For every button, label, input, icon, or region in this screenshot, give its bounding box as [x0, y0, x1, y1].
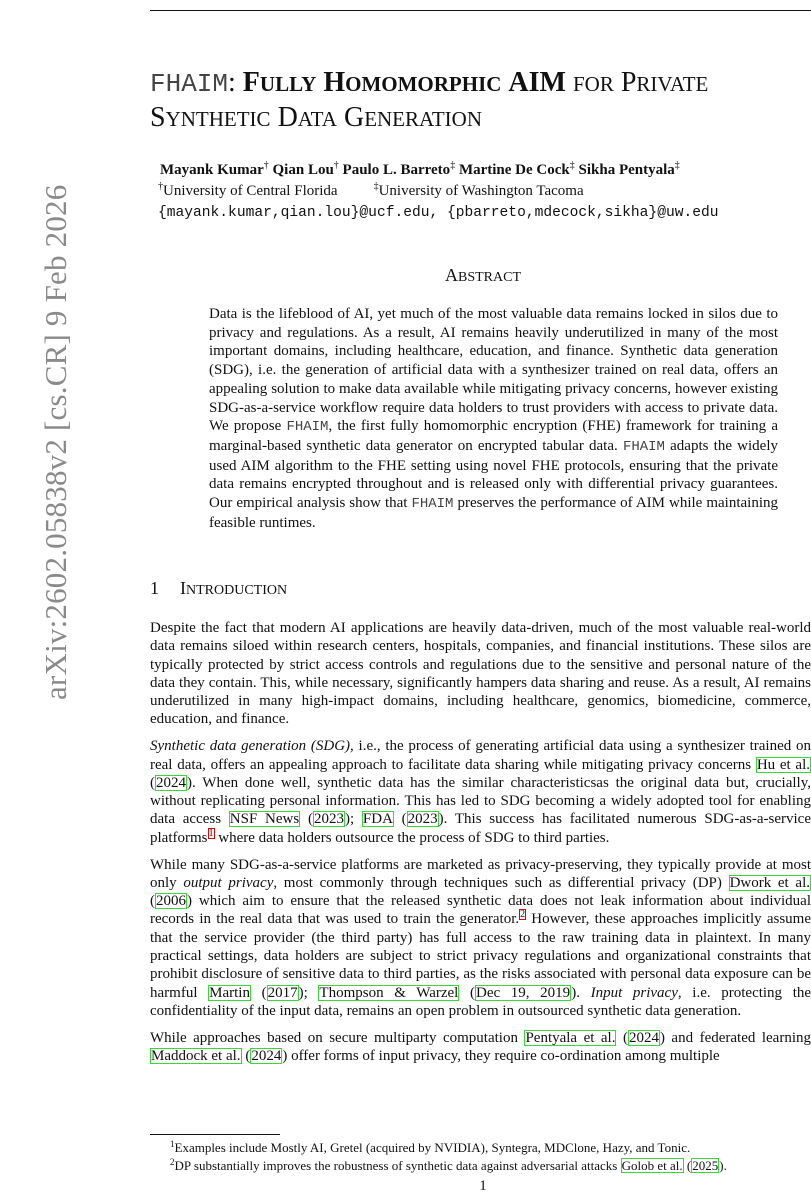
citation-link[interactable]: 2024 — [251, 1048, 282, 1065]
citation-link[interactable]: Maddock et al. — [151, 1048, 241, 1065]
author-block — [160, 160, 719, 224]
citation-link[interactable]: 2024 — [156, 774, 186, 791]
citation-link[interactable]: FDA — [362, 811, 393, 828]
author-emails[interactable]: {mayank.kumar,qian.lou}@ucf.edu, {pbarreto,mdecock,sikha}@uw.edu — [158, 205, 719, 221]
section-heading-introduction: 1 INTRODUCTION — [150, 578, 288, 598]
paragraph: Synthetic data generation (SDG), i.e., the process of generating artificial data using a synthesizer trained on real data, offers an appealing approach to facilitate data sharing while mitigating privacy concerns Hu et al. (2024). When done well, synthetic data has the similar characteristicsas the original data but, crucially, without replicating personal information. This has led to SDG becoming a widely adopted tool for enabling data access NSF News (2023); FDA (2023). This success has facilitated numerous SDG-as-a-service platforms$^1$ where data holders outsource the process of SDG to third parties. — [150, 738, 811, 846]
citation-link[interactable]: Thompson & Warzel — [319, 984, 459, 1001]
citation-link[interactable]: Dwork et al. — [729, 874, 810, 891]
arxiv-identifier[interactable]: arXiv:2602.05838v2 [cs.CR] 9 Feb 2026 — [38, 184, 73, 700]
citation-link[interactable]: 2025 — [692, 1158, 719, 1173]
citation-link[interactable]: 2023 — [313, 811, 344, 828]
abstract-text: Data is the lifeblood of AI, yet much of the most valuable data remains locked in silos due to privacy and regulations. As a result, AI remains heavily underutilized in many of the most important domains, including healthcare, education, and finance. Synthetic data generation (SDG), i.e. the generation of artificial data with a synthesizer trained on real data, offers an appealing solution to make data available while mitigating privacy concerns, however existing SDG-as-a-service workflow require data holders to trust providers with access to private data. We propose FHAIM, the first fully homomorphic encryption (FHE) framework for training a marginal-based synthetic data generator on encrypted tabular data. FHAIM adapts the widely used AIM algorithm to the FHE setting using novel FHE protocols, ensuring that the private data remains encrypted throughout and is released only with differential privacy guarantees. Our empirical analysis show that FHAIM preserves the performance of AIM while maintaining feasible runtimes. — [209, 306, 778, 531]
author-name: Mayank Kumar — [160, 162, 264, 178]
citation-link[interactable]: 2006 — [156, 893, 186, 910]
paragraph: While many SDG-as-a-service platforms are marketed as privacy-preserving, they typically provide at most only output privacy, most commonly through techniques such as differential privacy (DP) Dwork et al. (2006) which aim to ensure that the released synthetic data does not leak information about individual records in the real data that was used to train the generator.$^2$ However, these approaches implicitly assume that the service provider (the third party) has full access to the raw training data in plaintext. In many practical settings, data holders are subject to strict privacy regulations and organizational constraints that prohibit disclosure of sensitive data to third parties, as the risks associated with personal data exposure can be harmful Martin (2017); Thompson & Warzel (Dec 19, 2019). Input privacy, i.e. protecting the confidentiality of the input data, remains an open problem in outsourced synthetic data generation. — [150, 856, 811, 1019]
citation-link[interactable]: 2024 — [628, 1029, 659, 1046]
author-name: Sikha Pentyala — [578, 162, 675, 178]
footnote-link[interactable]: 1 — [208, 827, 214, 839]
paragraph: Despite the fact that modern AI applications are heavily data-driven, much of the most valuable real-world data remains siloed within research centers, hospitals, companies, and financial institutions. These silos are typically protected by strict access controls and regulations due to the sensitive and personal nature of the data they contain. This, while necessary, significantly hampers data sharing and reuse. As a result, AI remains underutilized in many high-impact domains, including healthcare, genomics, biomedicine, commerce, education, and finance. — [150, 620, 811, 728]
top-rule — [150, 10, 811, 11]
author-name: Qian Lou — [272, 162, 334, 178]
system-name: FHAIM — [622, 438, 665, 455]
title-system-name: FHAIM — [150, 69, 229, 99]
affiliations: †University of Central Florida ‡University of Washington Tacoma — [158, 181, 584, 199]
citation-link[interactable]: 2023 — [407, 811, 438, 828]
author-name: Paulo L. Barreto — [342, 162, 451, 178]
author-name: Martine De Cock — [458, 162, 570, 178]
citation-link[interactable]: Hu et al. — [756, 756, 810, 773]
author-list: Mayank Kumar† Qian Lou† Paulo L. Barreto‡ Martine De Cock‡ Sikha Pentyala‡ — [160, 160, 680, 178]
citation-link[interactable]: Golob et al. — [621, 1158, 683, 1173]
citation-link[interactable]: Dec 19, 2019 — [476, 984, 571, 1001]
body-text — [150, 619, 811, 1074]
paragraph: While approaches based on secure multiparty computation Pentyala et al. (2024) and federated learning Maddock et al. (2024) offer forms of input privacy, they require co-ordination among multiple — [150, 1029, 811, 1065]
abstract-heading: ABSTRACT — [444, 265, 521, 285]
citation-link[interactable]: NSF News — [229, 811, 300, 828]
citation-link[interactable]: Martin — [209, 984, 250, 1001]
citation-link[interactable]: Pentyala et al. — [525, 1029, 616, 1046]
system-name: FHAIM — [411, 496, 454, 513]
footnote-rule — [150, 1134, 280, 1135]
citation-link[interactable]: 2017 — [267, 984, 298, 1001]
footnote: $^2$DP substantially improves the robustness of synthetic data against adversarial attacks Golob et al. (2025). — [170, 1157, 727, 1173]
affiliation: University of Washington Tacoma — [378, 183, 584, 199]
paper-title: FHAIM: FULLY HOMOMORPHIC AIM FOR PRIVATE SYNTHETIC DATA GENERATION — [150, 67, 709, 133]
system-name: FHAIM — [286, 419, 329, 436]
page-number: 1 — [479, 1178, 487, 1194]
footnote-link[interactable]: 2 — [520, 909, 526, 921]
footnotes — [150, 1139, 811, 1175]
footnote: $^1$Examples include Mostly AI, Gretel (acquired by NVIDIA), Syntegra, MDClone, Hazy, and Tonic. — [170, 1139, 691, 1155]
affiliation: University of Central Florida — [163, 183, 338, 199]
